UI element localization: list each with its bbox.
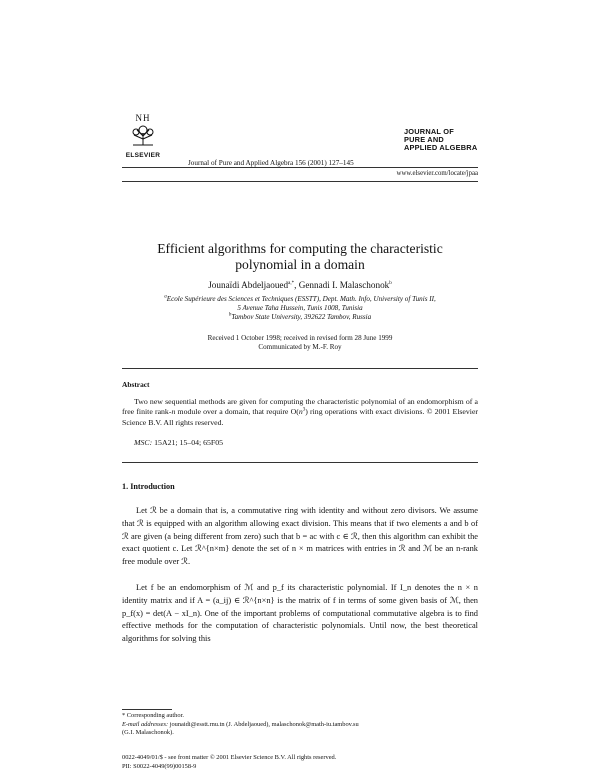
section-heading: 1. Introduction <box>122 482 175 491</box>
author-separator: , <box>294 280 299 290</box>
footnote-rule <box>122 709 172 710</box>
journal-logo-line: PURE AND <box>404 135 444 145</box>
front-matter <box>122 754 336 771</box>
abstract-fragment: ) ring operations with exact divisions. © 2001 Elsevier Science B.V. All rights reserved. <box>122 407 478 427</box>
email-label: E-mail addresses: <box>122 720 169 728</box>
author-name: Jounaïdi Abdeljaoued <box>208 280 289 290</box>
affiliation-line: 5 Avenue Taha Hussein, Tunis 1008, Tunisia <box>237 303 363 312</box>
issn-line: 0022-4049/01/$ - see front matter © 2001 Elsevier Science B.V. All rights reserved. <box>122 754 337 761</box>
header-rule-bottom <box>122 181 478 182</box>
abstract-fragment: module over a domain, that require O( <box>175 407 299 417</box>
abstract-exponent: 3 <box>302 407 306 413</box>
publisher-name: ELSEVIER <box>125 152 161 159</box>
author-marks: a,* <box>288 280 295 286</box>
msc-classification <box>134 438 223 447</box>
abstract-math: n <box>298 407 303 417</box>
abstract-rule-top <box>122 368 478 369</box>
intro-paragraph-1: Let ℛ be a domain that is, a commutative ring with identity and without zero divisors. We assume that ℛ is equipped with an algorithm allowing exact division. This means that if two elements a and b of ℛ are given (a being different from zero) such that b = ac with c ∈ ℛ, then this algorithm can exhibit the exact quotient c. Let ℛ^{n×m} denote the set of n × m matrices with entries in ℛ and ℳ be an n-rank free module over ℛ. <box>122 506 478 567</box>
abstract-math: n <box>171 407 176 417</box>
pii-line: PII: S0022-4049(99)00158-9 <box>122 762 197 770</box>
journal-citation: Journal of Pure and Applied Algebra 156 (2001) 127–145 <box>188 159 354 167</box>
title-line: polynomial in a domain <box>235 257 365 272</box>
affiliation-mark: b <box>228 312 232 318</box>
abstract-fragment: Two new sequential methods are given for computing the characteristic polynomial of an endomorphism of a free finite rank- <box>122 397 478 417</box>
tree-icon <box>128 124 158 146</box>
abstract-heading: Abstract <box>122 380 150 389</box>
msc-label: MSC: <box>134 438 153 447</box>
journal-logo-line: JOURNAL OF <box>404 127 454 136</box>
publisher-logo-mark: NH <box>135 113 151 123</box>
abstract-text <box>122 397 478 428</box>
authors <box>100 280 500 290</box>
affiliation-line: Ecole Supérieure des Sciences et Techniques (ESSTT), Dept. Math. Info, University of Tunis II, <box>166 295 436 303</box>
journal-logo-line: APPLIED ALGEBRA <box>404 143 478 153</box>
corresponding-author-note: * Corresponding author. <box>122 712 184 719</box>
email-addresses[interactable]: jounaidi@esstt.rnu.tn (J. Abdeljaoued), malaschonok@math-iu.tambov.su <box>168 720 359 728</box>
footnote <box>122 712 478 738</box>
header-rule <box>122 167 478 168</box>
intro-paragraph-2: Let f be an endomorphism of ℳ and p_f its characteristic polynomial. If I_n denotes the n × n identity matrix and if A = (a_ij) ∈ ℛ^{n×n} is the matrix of f in terms of some given basis of ℳ, then p_f(x) = det(A − xI_n). One of the important problems of computational commutative algebra is to find effective methods for the computation of characteristic polynomials. Until now, the best theoretical algorithms for solving this <box>122 583 478 644</box>
title-line: Efficient algorithms for computing the characteristic <box>157 241 443 256</box>
author-marks: b <box>389 280 392 286</box>
abstract-rule-bottom <box>122 462 478 463</box>
journal-url[interactable]: www.elsevier.com/locate/jpaa <box>396 170 478 177</box>
email-addresses-cont: (G.I. Malaschonok). <box>122 729 174 737</box>
affiliation-line: Tambov State University, 392622 Tambov, Russia <box>231 312 372 321</box>
publisher-logo <box>122 114 164 159</box>
affiliations <box>100 295 500 321</box>
article-history <box>100 334 500 352</box>
article-title <box>100 241 500 273</box>
affiliation-mark: a <box>164 294 167 300</box>
journal-logo <box>404 128 480 162</box>
author-name: Gennadi I. Malaschonok <box>298 280 390 290</box>
communicated-by: Communicated by M.-F. Roy <box>258 343 342 351</box>
msc-codes: 15A21; 15–04; 65F05 <box>152 438 224 447</box>
received-dates: Received 1 October 1998; received in revised form 28 June 1999 <box>207 334 393 342</box>
